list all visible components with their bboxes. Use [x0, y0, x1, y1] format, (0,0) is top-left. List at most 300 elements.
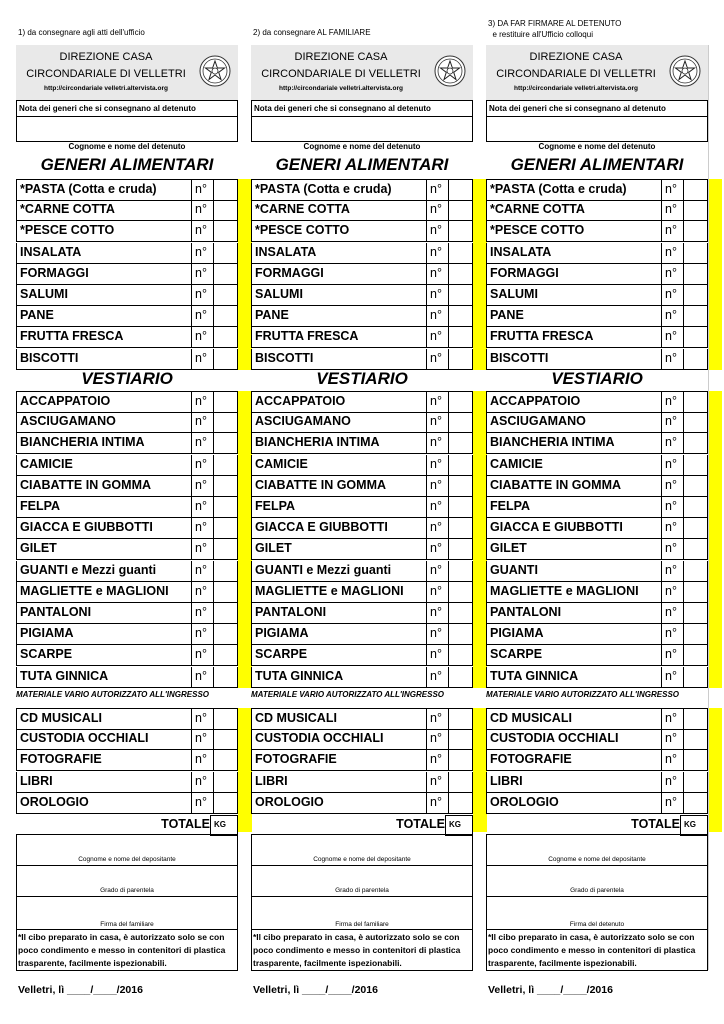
- food-item-label: SALUMI: [255, 287, 303, 301]
- institution-place: CIRCONDARIALE DI VELLETRI: [26, 68, 186, 80]
- nota-label: Nota dei generi che si consegnano al detenuto: [486, 100, 708, 117]
- misc-row: [16, 772, 238, 793]
- misc-row: [486, 729, 708, 750]
- quantity-label: n°: [191, 709, 213, 729]
- quantity-field[interactable]: [448, 667, 472, 687]
- quantity-label: n°: [426, 667, 448, 687]
- quantity-label: n°: [661, 750, 683, 770]
- quantity-label: n°: [191, 412, 213, 432]
- total-kg-field[interactable]: KG: [680, 815, 708, 836]
- nota-field[interactable]: [251, 117, 473, 142]
- clothing-item-label: PANTALONI: [255, 605, 327, 619]
- institution-header: [16, 45, 238, 101]
- nota-field[interactable]: [486, 117, 708, 142]
- quantity-field[interactable]: [213, 603, 237, 623]
- quantity-label: n°: [191, 327, 213, 347]
- quantity-label: n°: [191, 645, 213, 665]
- quantity-field[interactable]: [448, 518, 472, 538]
- quantity-field[interactable]: [448, 539, 472, 559]
- depositor-name-field[interactable]: [486, 834, 708, 865]
- quantity-field[interactable]: [448, 392, 472, 412]
- quantity-field[interactable]: [448, 243, 472, 263]
- clothing-item-label: GIACCA E GIUBBOTTI: [20, 520, 153, 535]
- date-line: Velletri, lì ____/____/2016: [253, 984, 378, 996]
- quantity-label: n°: [426, 561, 448, 581]
- quantity-field[interactable]: [213, 709, 237, 729]
- quantity-field[interactable]: [213, 285, 237, 305]
- quantity-field[interactable]: [683, 793, 707, 813]
- quantity-field[interactable]: [448, 327, 472, 347]
- quantity-field[interactable]: [683, 582, 707, 602]
- quantity-field[interactable]: [683, 327, 707, 347]
- food-row: [251, 306, 473, 327]
- signature-label: Firma del familiare: [100, 921, 154, 928]
- quantity-label: n°: [661, 349, 683, 369]
- quantity-field[interactable]: [213, 433, 237, 453]
- food-note: *Il cibo preparato in casa, è autorizzato solo se con poco condimento e messo in contenitori di plastica trasparente, facilmente ispezionabili.: [251, 929, 473, 971]
- depositor-name-field[interactable]: [251, 834, 473, 865]
- quantity-field[interactable]: [213, 729, 237, 749]
- quantity-field[interactable]: [448, 729, 472, 749]
- kinship-field[interactable]: [486, 865, 708, 896]
- quantity-field[interactable]: [448, 603, 472, 623]
- quantity-label: n°: [426, 455, 448, 475]
- quantity-field[interactable]: [683, 772, 707, 792]
- clothing-item-label: GILET: [490, 541, 527, 556]
- quantity-label: n°: [661, 582, 683, 602]
- quantity-label: n°: [661, 306, 683, 326]
- quantity-label: n°: [191, 729, 213, 749]
- clothing-row: [251, 667, 473, 688]
- food-item-label: *CARNE COTTA: [255, 202, 350, 217]
- kinship-field[interactable]: [16, 865, 238, 896]
- clothing-item-label: CAMICIE: [490, 456, 543, 471]
- clothing-row: [16, 539, 238, 560]
- total-row: [251, 815, 473, 836]
- quantity-field[interactable]: [213, 264, 237, 284]
- clothing-item-label: FELPA: [20, 499, 61, 513]
- quantity-label: n°: [426, 518, 448, 538]
- quantity-field[interactable]: [213, 645, 237, 665]
- misc-item-label: CD MUSICALI: [490, 711, 572, 725]
- quantity-label: n°: [661, 497, 683, 517]
- food-item-label: SALUMI: [490, 287, 538, 301]
- quantity-field[interactable]: [213, 455, 237, 475]
- quantity-field[interactable]: [213, 667, 237, 687]
- misc-row: [251, 793, 473, 814]
- section-food-title: GENERI ALIMENTARI: [275, 155, 449, 174]
- clothing-item-label: GUANTI e Mezzi guanti: [20, 562, 157, 577]
- depositor-name-label: Cognome e nome del depositante: [313, 856, 411, 863]
- quantity-field[interactable]: [683, 667, 707, 687]
- food-item-label: *CARNE COTTA: [20, 202, 115, 217]
- food-row: [486, 243, 708, 264]
- misc-row: [16, 708, 238, 730]
- food-row: [486, 327, 708, 348]
- quantity-field[interactable]: [683, 433, 707, 453]
- quantity-label: n°: [661, 709, 683, 729]
- clothing-row: [16, 476, 238, 497]
- food-item-label: INSALATA: [490, 244, 552, 259]
- quantity-field[interactable]: [683, 349, 707, 369]
- signature-field[interactable]: [16, 896, 238, 930]
- quantity-label: n°: [191, 180, 213, 200]
- clothing-item-label: CAMICIE: [255, 456, 308, 471]
- clothing-row: [16, 624, 238, 645]
- clothing-row: [16, 391, 238, 413]
- quantity-label: n°: [426, 603, 448, 623]
- highlight-bar: [473, 179, 487, 370]
- quantity-field[interactable]: [213, 349, 237, 369]
- quantity-field[interactable]: [213, 624, 237, 644]
- food-row: [486, 221, 708, 242]
- total-kg-field[interactable]: KG: [445, 815, 473, 836]
- quantity-label: n°: [191, 285, 213, 305]
- clothing-item-label: TUTA GINNICA: [20, 668, 109, 683]
- clothing-item-label: ACCAPPATOIO: [490, 394, 581, 408]
- food-row: [16, 221, 238, 242]
- food-item-label: BISCOTTI: [255, 350, 314, 365]
- detainee-name-label: Cognome e nome del detenuto: [303, 142, 421, 151]
- clothing-item-label: PIGIAMA: [490, 626, 544, 641]
- quantity-label: n°: [191, 667, 213, 687]
- clothing-item-label: CAMICIE: [20, 456, 73, 471]
- clothing-row: [486, 561, 708, 582]
- quantity-field[interactable]: [683, 455, 707, 475]
- quantity-field[interactable]: [448, 200, 472, 220]
- quantity-field[interactable]: [683, 180, 707, 200]
- quantity-field[interactable]: [213, 772, 237, 792]
- clothing-item-label: FELPA: [255, 499, 296, 513]
- quantity-field[interactable]: [683, 221, 707, 241]
- food-row: [251, 285, 473, 306]
- food-item-label: *CARNE COTTA: [490, 202, 585, 217]
- quantity-field[interactable]: [683, 709, 707, 729]
- signature-field[interactable]: [486, 896, 708, 930]
- quantity-field[interactable]: [683, 243, 707, 263]
- section-food-title: GENERI ALIMENTARI: [40, 155, 214, 174]
- quantity-label: n°: [191, 476, 213, 496]
- quantity-label: n°: [661, 793, 683, 813]
- emblem-icon: [669, 55, 701, 87]
- food-item-label: PANE: [255, 308, 289, 323]
- food-item-label: *PESCE COTTO: [20, 223, 115, 238]
- misc-item-label: CUSTODIA OCCHIALI: [255, 731, 384, 746]
- quantity-label: n°: [661, 667, 683, 687]
- clothing-row: [16, 497, 238, 518]
- food-row: [16, 285, 238, 306]
- quantity-field[interactable]: [213, 561, 237, 581]
- quantity-label: n°: [191, 497, 213, 517]
- copy-header-top: 3) DA FAR FIRMARE AL DETENUTO: [488, 19, 622, 28]
- misc-item-label: CD MUSICALI: [255, 711, 337, 725]
- food-row: [486, 285, 708, 306]
- quantity-label: n°: [426, 709, 448, 729]
- detainee-name-label: Cognome e nome del detenuto: [538, 142, 656, 151]
- misc-item-label: CUSTODIA OCCHIALI: [490, 731, 619, 746]
- quantity-label: n°: [191, 433, 213, 453]
- highlight-bar: [708, 391, 722, 688]
- quantity-field[interactable]: [213, 221, 237, 241]
- food-item-label: INSALATA: [20, 244, 82, 259]
- clothing-row: [486, 391, 708, 413]
- quantity-label: n°: [661, 518, 683, 538]
- quantity-label: n°: [661, 603, 683, 623]
- nota-label: Nota dei generi che si consegnano al detenuto: [16, 100, 238, 117]
- misc-row: [486, 708, 708, 730]
- misc-row: [486, 772, 708, 793]
- nota-label: Nota dei generi che si consegnano al detenuto: [251, 100, 473, 117]
- quantity-field[interactable]: [213, 327, 237, 347]
- clothing-row: [16, 603, 238, 624]
- quantity-field[interactable]: [683, 539, 707, 559]
- highlight-bar: [238, 391, 252, 688]
- misc-item-label: LIBRI: [255, 773, 288, 788]
- quantity-field[interactable]: [213, 793, 237, 813]
- quantity-label: n°: [426, 539, 448, 559]
- quantity-field[interactable]: [448, 624, 472, 644]
- quantity-field[interactable]: [448, 582, 472, 602]
- nota-field[interactable]: [16, 117, 238, 142]
- clothing-item-label: ACCAPPATOIO: [255, 394, 346, 408]
- quantity-field[interactable]: [448, 264, 472, 284]
- quantity-field[interactable]: [213, 200, 237, 220]
- misc-row: [251, 729, 473, 750]
- clothing-row: [16, 645, 238, 666]
- quantity-field[interactable]: [683, 497, 707, 517]
- misc-item-label: OROLOGIO: [255, 794, 324, 809]
- quantity-field[interactable]: [683, 412, 707, 432]
- total-label: TOTALE: [396, 817, 445, 831]
- quantity-label: n°: [426, 750, 448, 770]
- quantity-field[interactable]: [683, 200, 707, 220]
- clothing-row: [251, 561, 473, 582]
- clothing-row: [486, 582, 708, 603]
- detainee-name-label: Cognome e nome del detenuto: [68, 142, 186, 151]
- quantity-field[interactable]: [213, 497, 237, 517]
- date-line: Velletri, lì ____/____/2016: [488, 984, 613, 996]
- quantity-field[interactable]: [683, 285, 707, 305]
- clothing-item-label: ACCAPPATOIO: [20, 394, 111, 408]
- misc-row: [251, 772, 473, 793]
- quantity-field[interactable]: [683, 729, 707, 749]
- quantity-label: n°: [661, 476, 683, 496]
- institution-name: DIREZIONE CASA: [59, 51, 153, 63]
- clothing-row: [486, 624, 708, 645]
- clothing-row: [16, 433, 238, 454]
- quantity-field[interactable]: [448, 793, 472, 813]
- food-row: [251, 264, 473, 285]
- signature-label: Firma del detenuto: [569, 921, 625, 928]
- emblem-icon: [434, 55, 466, 87]
- quantity-field[interactable]: [448, 476, 472, 496]
- food-row: [16, 327, 238, 348]
- quantity-field[interactable]: [448, 645, 472, 665]
- quantity-label: n°: [661, 392, 683, 412]
- clothing-row: [251, 476, 473, 497]
- clothing-item-label: TUTA GINNICA: [490, 668, 579, 683]
- quantity-label: n°: [191, 561, 213, 581]
- clothing-item-label: PANTALONI: [490, 605, 562, 619]
- quantity-label: n°: [191, 793, 213, 813]
- quantity-field[interactable]: [448, 497, 472, 517]
- misc-item-label: FOTOGRAFIE: [255, 752, 337, 767]
- clothing-item-label: GIACCA E GIUBBOTTI: [255, 520, 388, 535]
- clothing-row: [486, 455, 708, 476]
- misc-item-label: LIBRI: [20, 773, 53, 788]
- clothing-row: [486, 667, 708, 688]
- quantity-field[interactable]: [448, 709, 472, 729]
- misc-row: [251, 750, 473, 771]
- quantity-field[interactable]: [213, 518, 237, 538]
- quantity-field[interactable]: [448, 433, 472, 453]
- quantity-field[interactable]: [213, 750, 237, 770]
- clothing-item-label: GUANTI: [490, 562, 538, 577]
- quantity-label: n°: [661, 561, 683, 581]
- clothing-row: [16, 518, 238, 539]
- clothing-item-label: PIGIAMA: [20, 626, 74, 641]
- signature-label: Firma del familiare: [335, 921, 389, 928]
- clothing-item-label: SCARPE: [255, 647, 308, 662]
- quantity-field[interactable]: [683, 264, 707, 284]
- quantity-field[interactable]: [213, 412, 237, 432]
- quantity-field[interactable]: [448, 180, 472, 200]
- food-row: [486, 349, 708, 370]
- quantity-field[interactable]: [683, 306, 707, 326]
- quantity-field[interactable]: [448, 455, 472, 475]
- quantity-field[interactable]: [213, 539, 237, 559]
- quantity-field[interactable]: [683, 561, 707, 581]
- food-item-label: BISCOTTI: [20, 350, 79, 365]
- clothing-row: [486, 539, 708, 560]
- quantity-field[interactable]: [448, 285, 472, 305]
- food-row: [486, 306, 708, 327]
- clothing-item-label: GILET: [20, 541, 57, 556]
- quantity-label: n°: [661, 729, 683, 749]
- quantity-field[interactable]: [683, 750, 707, 770]
- quantity-label: n°: [426, 327, 448, 347]
- quantity-label: n°: [191, 518, 213, 538]
- quantity-label: n°: [191, 221, 213, 241]
- clothing-row: [16, 412, 238, 433]
- food-row: [486, 200, 708, 221]
- quantity-label: n°: [191, 603, 213, 623]
- quantity-label: n°: [426, 793, 448, 813]
- quantity-label: n°: [661, 772, 683, 792]
- depositor-name-label: Cognome e nome del depositante: [548, 856, 646, 863]
- quantity-field[interactable]: [448, 561, 472, 581]
- total-row: [16, 815, 238, 836]
- signature-field[interactable]: [251, 896, 473, 930]
- food-row: [16, 349, 238, 370]
- food-row: [486, 179, 708, 201]
- institution-header: [486, 45, 708, 101]
- total-label: TOTALE: [631, 817, 680, 831]
- clothing-item-label: BIANCHERIA INTIMA: [490, 435, 615, 450]
- quantity-field[interactable]: [448, 306, 472, 326]
- quantity-field[interactable]: [213, 582, 237, 602]
- clothing-item-label: BIANCHERIA INTIMA: [255, 435, 380, 450]
- quantity-label: n°: [426, 180, 448, 200]
- food-row: [16, 264, 238, 285]
- quantity-field[interactable]: [683, 518, 707, 538]
- misc-row: [16, 750, 238, 771]
- quantity-field[interactable]: [683, 476, 707, 496]
- quantity-label: n°: [661, 539, 683, 559]
- food-item-label: *PASTA (Cotta e cruda): [490, 182, 627, 196]
- food-item-label: FORMAGGI: [490, 265, 559, 280]
- quantity-label: n°: [191, 539, 213, 559]
- kinship-label: Grado di parentela: [570, 887, 624, 894]
- quantity-label: n°: [661, 221, 683, 241]
- institution-name: DIREZIONE CASA: [294, 51, 388, 63]
- misc-row: [251, 708, 473, 730]
- clothing-item-label: SCARPE: [490, 647, 543, 662]
- clothing-row: [251, 603, 473, 624]
- quantity-label: n°: [191, 624, 213, 644]
- quantity-field[interactable]: [213, 243, 237, 263]
- quantity-field[interactable]: [683, 645, 707, 665]
- institution-place: CIRCONDARIALE DI VELLETRI: [496, 68, 656, 80]
- quantity-label: n°: [426, 392, 448, 412]
- quantity-field[interactable]: [213, 476, 237, 496]
- highlight-bar: [238, 179, 252, 370]
- clothing-item-label: BIANCHERIA INTIMA: [20, 435, 145, 450]
- institution-header: [251, 45, 473, 101]
- emblem-icon: [199, 55, 231, 87]
- food-row: [251, 179, 473, 201]
- quantity-field[interactable]: [448, 349, 472, 369]
- food-item-label: *PASTA (Cotta e cruda): [20, 182, 157, 196]
- quantity-label: n°: [661, 433, 683, 453]
- food-row: [251, 221, 473, 242]
- food-row: [16, 200, 238, 221]
- quantity-field[interactable]: [448, 412, 472, 432]
- misc-row: [16, 793, 238, 814]
- clothing-row: [486, 645, 708, 666]
- quantity-label: n°: [426, 412, 448, 432]
- quantity-field[interactable]: [213, 180, 237, 200]
- date-line: Velletri, lì ____/____/2016: [18, 984, 143, 996]
- quantity-field[interactable]: [683, 392, 707, 412]
- quantity-field[interactable]: [213, 306, 237, 326]
- clothing-row: [486, 433, 708, 454]
- quantity-field[interactable]: [448, 750, 472, 770]
- food-item-label: *PESCE COTTO: [490, 223, 585, 238]
- food-row: [251, 327, 473, 348]
- food-item-label: FORMAGGI: [255, 265, 324, 280]
- quantity-field[interactable]: [683, 603, 707, 623]
- total-kg-field[interactable]: KG: [210, 815, 238, 836]
- clothing-item-label: GILET: [255, 541, 292, 556]
- misc-item-label: OROLOGIO: [20, 794, 89, 809]
- quantity-field[interactable]: [683, 624, 707, 644]
- highlight-bar: [708, 708, 722, 832]
- clothing-item-label: ASCIUGAMANO: [20, 414, 116, 429]
- depositor-name-label: Cognome e nome del depositante: [78, 856, 176, 863]
- depositor-name-field[interactable]: [16, 834, 238, 865]
- quantity-field[interactable]: [448, 221, 472, 241]
- quantity-field[interactable]: [213, 392, 237, 412]
- clothing-item-label: SCARPE: [20, 647, 73, 662]
- institution-url: http://circondariale velletri.altervista.org: [514, 85, 638, 92]
- quantity-label: n°: [191, 392, 213, 412]
- quantity-label: n°: [426, 497, 448, 517]
- quantity-field[interactable]: [448, 772, 472, 792]
- kinship-field[interactable]: [251, 865, 473, 896]
- food-note: *Il cibo preparato in casa, è autorizzato solo se con poco condimento e messo in contenitori di plastica trasparente, facilmente ispezionabili.: [16, 929, 238, 971]
- quantity-label: n°: [661, 412, 683, 432]
